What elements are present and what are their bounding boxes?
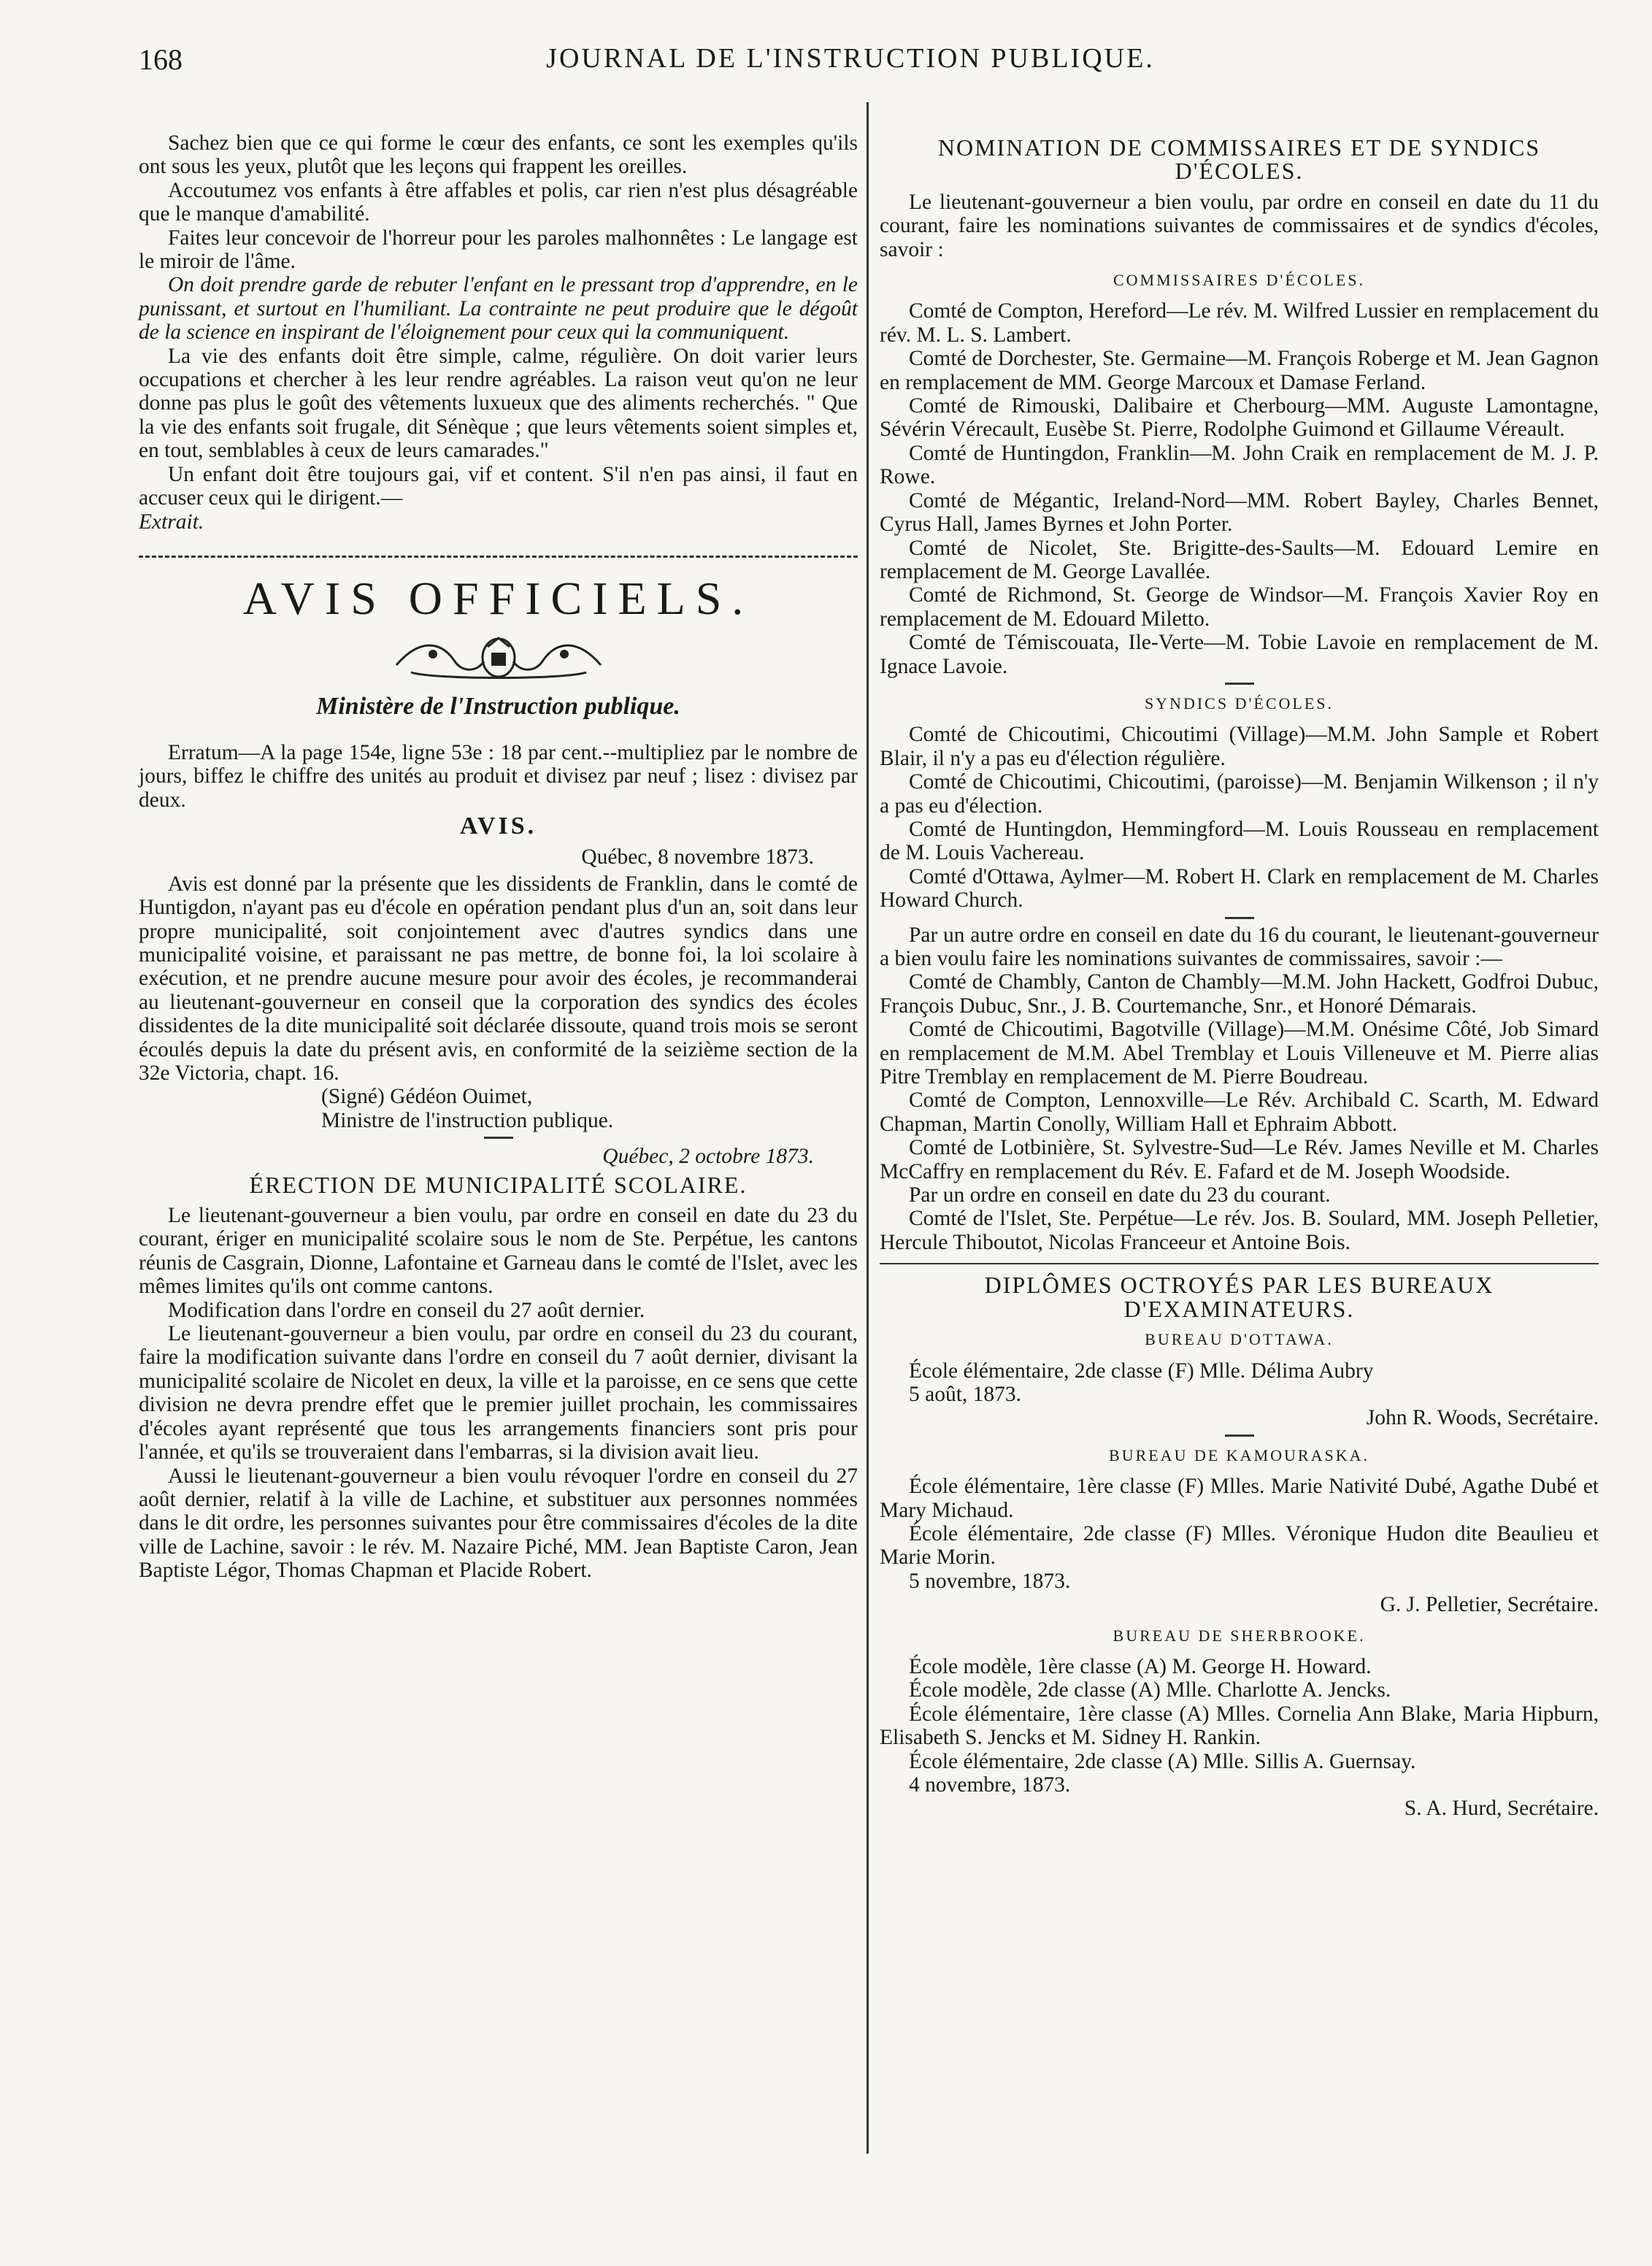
left-column [139, 131, 858, 1583]
nomination-entry: Comté de Chambly, Canton de Chambly—M.M. John Hackett, Godfroi Dubuc, François Dubuc, Snr., J. B. Courtemanche, Snr., et Honoré Démarais. [880, 970, 1599, 1018]
erection-date: Québec, 2 octobre 1873. [602, 1145, 814, 1169]
ordre-23: Par un ordre en conseil en date du 23 du courant. [909, 1183, 1331, 1207]
avis-officiels-title: AVIS OFFICIELS. [242, 572, 754, 624]
diploma-entry: École élémentaire, 2de classe (A) Mlle. Sillis A. Guernsay. [909, 1749, 1416, 1773]
avis-date: Québec, 8 novembre 1873. [581, 845, 814, 869]
right-column [880, 131, 1599, 1821]
erection-title: ÉRECTION DE MUNICIPALITÉ SCOLAIRE. [249, 1171, 748, 1198]
diploma-date: 5 novembre, 1873. [909, 1569, 1071, 1593]
commissaire-entry: Comté de Témiscouata, Ile-Verte—M. Tobie Lavoie en remplacement de M. Ignace Lavoie. [880, 631, 1599, 678]
nomination-entry: Comté de Lotbinière, St. Sylvestre-Sud—Le Rév. James Neville et M. Charles McCaffry en remplacement du Rév. E. Fafard et de M. Joseph Woodside. [880, 1136, 1599, 1183]
syndic-entry: Comté de Huntingdon, Hemmingford—M. Louis Rousseau en remplacement de M. Louis Vachereau. [880, 817, 1599, 865]
page-number: 168 [139, 43, 183, 76]
commissaire-entry: Comté de Nicolet, Ste. Brigitte-des-Saults—M. Edouard Lemire en remplacement de M. George Lavallée. [880, 536, 1599, 583]
secretary-signature: S. A. Hurd, Secrétaire. [1404, 1797, 1599, 1821]
commissaire-entry: Comté de Mégantic, Ireland-Nord—MM. Robert Bayley, Charles Bennet, Cyrus Hall, James Byrnes et John Porter. [880, 488, 1599, 537]
secretary-signature: John R. Woods, Secrétaire. [1366, 1406, 1599, 1430]
intro-paragraph: Faites leur concevoir de l'horreur pour les paroles malhonnêtes : Le langage est le miroir de l'âme. [139, 226, 858, 274]
running-title: JOURNAL DE L'INSTRUCTION PUBLIQUE. [546, 43, 1155, 74]
syndic-entry: Comté de Chicoutimi, Chicoutimi, (paroisse)—M. Benjamin Wilkenson ; il n'y a pas eu d'élection. [880, 770, 1599, 818]
diploma-entry: École élémentaire, 2de classe (F) Mlle. Délima Aubry [909, 1359, 1374, 1383]
section-divider [139, 556, 858, 558]
diploma-entry: École élémentaire, 1ère classe (A) Mlles. Cornelia Ann Blake, Maria Hipburn, Elisabeth S. Jencks et M. Sidney H. Rankin. [880, 1702, 1599, 1750]
diploma-entry: École élémentaire, 1ère classe (F) Mlles. Marie Nativité Dubé, Agathe Dubé et Mary Michaud. [880, 1475, 1599, 1522]
avis-heading: AVIS. [459, 812, 537, 840]
erection-paragraph: Le lieutenant-gouverneur a bien voulu, par ordre en conseil du 23 du courant, faire la modification suivante dans l'ordre en conseil du 7 août dernier, divisant la municipalité scolaire de Nicolet en deux, la ville et la paroisse, en ce sens que cette division ne devra prendre effet que le premier juillet prochain, les commissaires d'écoles ayant représenté que tous les arrangements financiers sont pris pour l'année, et qu'ils se trouveraient dans l'embarras, si la division avait lieu. [139, 1322, 858, 1464]
intro-paragraph: Un enfant doit être toujours gai, vif et content. S'il n'en pas ainsi, il faut en accuser ceux qui le dirigent.— [139, 462, 858, 510]
syndic-entry: Comté de Chicoutimi, Chicoutimi (Village)—M.M. John Sample et Robert Blair, il n'y a pas eu d'élection régulière. [880, 723, 1599, 770]
intro-paragraph: Accoutumez vos enfants à être affables et polis, car rien n'est plus désagréable que le manque d'amabilité. [139, 178, 858, 226]
erection-paragraph: Le lieutenant-gouverneur a bien voulu, par ordre en conseil en date du 23 du courant, ériger en municipalité scolaire sous le nom de Ste. Perpétue, les cantons réunis de Casgrain, Dionne, Lafontaine et Garneau dans le comté de l'Islet, avec les mêmes limites qu'ils ont comme cantons. [139, 1204, 858, 1299]
commissaire-entry: Comté de Huntingdon, Franklin—M. John Craik en remplacement de M. J. P. Rowe. [880, 441, 1599, 489]
source-extrait: Extrait. [139, 510, 204, 534]
avis-body: Avis est donné par la présente que les dissidents de Franklin, dans le comté de Huntigdon, n'ayant pas eu d'école en opération pendant plus d'un an, soit dans leur propre municipalité, soit conjointement avec d'autres syndics dans une municipalité voisine, et paraissant ne pas mettre, de bonne foi, la loi scolaire à exécution, et ne prendre aucune mesure pour avoir des écoles, je recommanderai au lieutenant-gouverneur en conseil que la corporation des syndics des écoles dissidentes de la dite municipalité soit déclarée dissoute, quand trois mois se seront écoulés depuis la date du présent avis, en conformité de la seizième section de la 32e Victoria, chapt. 16. [139, 872, 858, 1085]
page-header [139, 38, 1562, 82]
short-rule [484, 1137, 513, 1139]
intro-paragraph: Sachez bien que ce qui forme le cœur des enfants, ce sont les exemples qu'ils ont sous les yeux, plutôt que les leçons qui frappent les oreilles. [139, 131, 858, 179]
commissaire-entry: Comté de Compton, Hereford—Le rév. M. Wilfred Lussier en remplacement du rév. M. L. S. Lambert. [880, 299, 1599, 347]
diplomes-title: DIPLÔMES OCTROYÉS PAR LES BUREAUX D'EXAMINATEURS. [984, 1272, 1494, 1322]
column-divider [867, 102, 869, 2154]
diploma-entry: École modèle, 1ère classe (A) M. George H. Howard. [909, 1654, 1372, 1678]
commissaire-entry: Comté de Rimouski, Dalibaire et Cherbourg—MM. Auguste Lamontagne, Sévérin Vérecault, Eusèbe St. Pierre, Rodolphe Guimond et Gillaume Véreault. [880, 394, 1599, 442]
erection-paragraph: Aussi le lieutenant-gouverneur a bien voulu révoquer l'ordre en conseil du 27 août dernier, relatif à la ville de Lachine, et substituer aux personnes nommées dans le dit ordre, les personnes suivantes pour être commissaires d'écoles de la dite ville de Lachine, savoir : le rév. M. Nazaire Piché, MM. Jean Baptiste Caron, Jean Baptiste Légor, Thomas Chapman et Placide Robert. [139, 1464, 858, 1583]
ottawa-heading: BUREAU D'OTTAWA. [1145, 1330, 1334, 1349]
nomination-title: NOMINATION DE COMMISSAIRES ET DE SYNDICS D'ÉCOLES. [937, 134, 1541, 185]
nomination-entry: Comté de Chicoutimi, Bagotville (Village)—M.M. Onésime Côté, Job Simard en remplacement de M.M. Abel Tremblay et Louis Villeneuve et M. Pierre alias Pitre Tremblay en remplacement de M. Pierre Boudreau. [880, 1018, 1599, 1089]
sherbrooke-heading: BUREAU DE SHERBROOKE. [1113, 1626, 1366, 1645]
signature-title: Ministre de l'instruction publique. [321, 1108, 614, 1132]
short-rule [1225, 917, 1254, 919]
autre-ordre: Par un autre ordre en conseil en date du 16 du courant, le lieutenant-gouverneur a bien voulu faire les nominations suivantes de commissaires, savoir :— [880, 923, 1599, 970]
diploma-entry: École modèle, 2de classe (A) Mlle. Charlotte A. Jencks. [909, 1678, 1391, 1702]
erratum-text: Erratum—A la page 154e, ligne 53e : 18 par cent.--multipliez par le nombre de jours, biffez le chiffre des unités au produit et divisez par neuf ; lisez : divisez par deux. [139, 740, 858, 812]
section-divider [880, 1263, 1599, 1264]
syndics-heading: SYNDICS D'ÉCOLES. [1144, 694, 1334, 713]
syndic-entry: Comté d'Ottawa, Aylmer—M. Robert H. Clark en remplacement de M. Charles Howard Church. [880, 864, 1599, 913]
islet-entry: Comté de l'Islet, Ste. Perpétue—Le rév. Jos. B. Soulard, MM. Joseph Pelletier, Hercule Thiboutot, Nicolas Franceeur et Antoine Bois. [880, 1207, 1599, 1254]
diploma-date: 4 novembre, 1873. [909, 1773, 1071, 1797]
nomination-intro: Le lieutenant-gouverneur a bien voulu, par ordre en conseil en date du 11 du courant, faire les nominations suivantes de commissaires et de syndics d'écoles, savoir : [880, 190, 1599, 261]
intro-paragraph: On doit prendre garde de rebuter l'enfant en le pressant trop d'apprendre, en le punissant, et surtout en l'humiliant. La contrainte ne peut produire que le dégoût de la science en inspirant de l'éloignement pour ceux qui la communiquent. [139, 273, 858, 345]
kamouraska-heading: BUREAU DE KAMOURASKA. [1109, 1445, 1369, 1464]
short-rule [1225, 683, 1254, 685]
signature-line: (Signé) Gédéon Ouimet, [321, 1085, 533, 1109]
short-rule [1225, 1435, 1254, 1437]
commissaire-entry: Comté de Richmond, St. George de Windsor—M. François Xavier Roy en remplacement de M. Edouard Miletto. [880, 583, 1599, 631]
diploma-date: 5 août, 1873. [909, 1382, 1022, 1406]
diploma-entry: École élémentaire, 2de classe (F) Mlles. Véronique Hudon dite Beaulieu et Marie Morin. [880, 1521, 1599, 1570]
nomination-entry: Comté de Compton, Lennoxville—Le Rév. Archibald C. Scarth, M. Edward Chapman, Martin Conolly, William Hall et Ephraim Abbott. [880, 1088, 1599, 1136]
ornament-icon [389, 632, 608, 683]
intro-paragraph: La vie des enfants doit être simple, calme, régulière. On doit varier leurs occupations et chercher à les leur rendre agréables. La raison veut qu'on ne leur donne pas plus le goût des vêtements luxueux que des aliments recherchés. " Que la vie des enfants soit frugale, dit Sénèque ; que leurs vêtements soient simples et, en tout, semblables à ceux de leurs camarades." [139, 344, 858, 463]
commissaires-heading: COMMISSAIRES D'ÉCOLES. [1113, 271, 1365, 290]
erection-paragraph: Modification dans l'ordre en conseil du 27 août dernier. [168, 1298, 645, 1322]
commissaire-entry: Comté de Dorchester, Ste. Germaine—M. François Roberge et M. Jean Gagnon en remplacement de MM. George Marcoux et Damase Ferland. [880, 347, 1599, 394]
ministry-heading: Ministère de l'Instruction publique. [316, 693, 680, 721]
secretary-signature: G. J. Pelletier, Secrétaire. [1380, 1593, 1599, 1617]
